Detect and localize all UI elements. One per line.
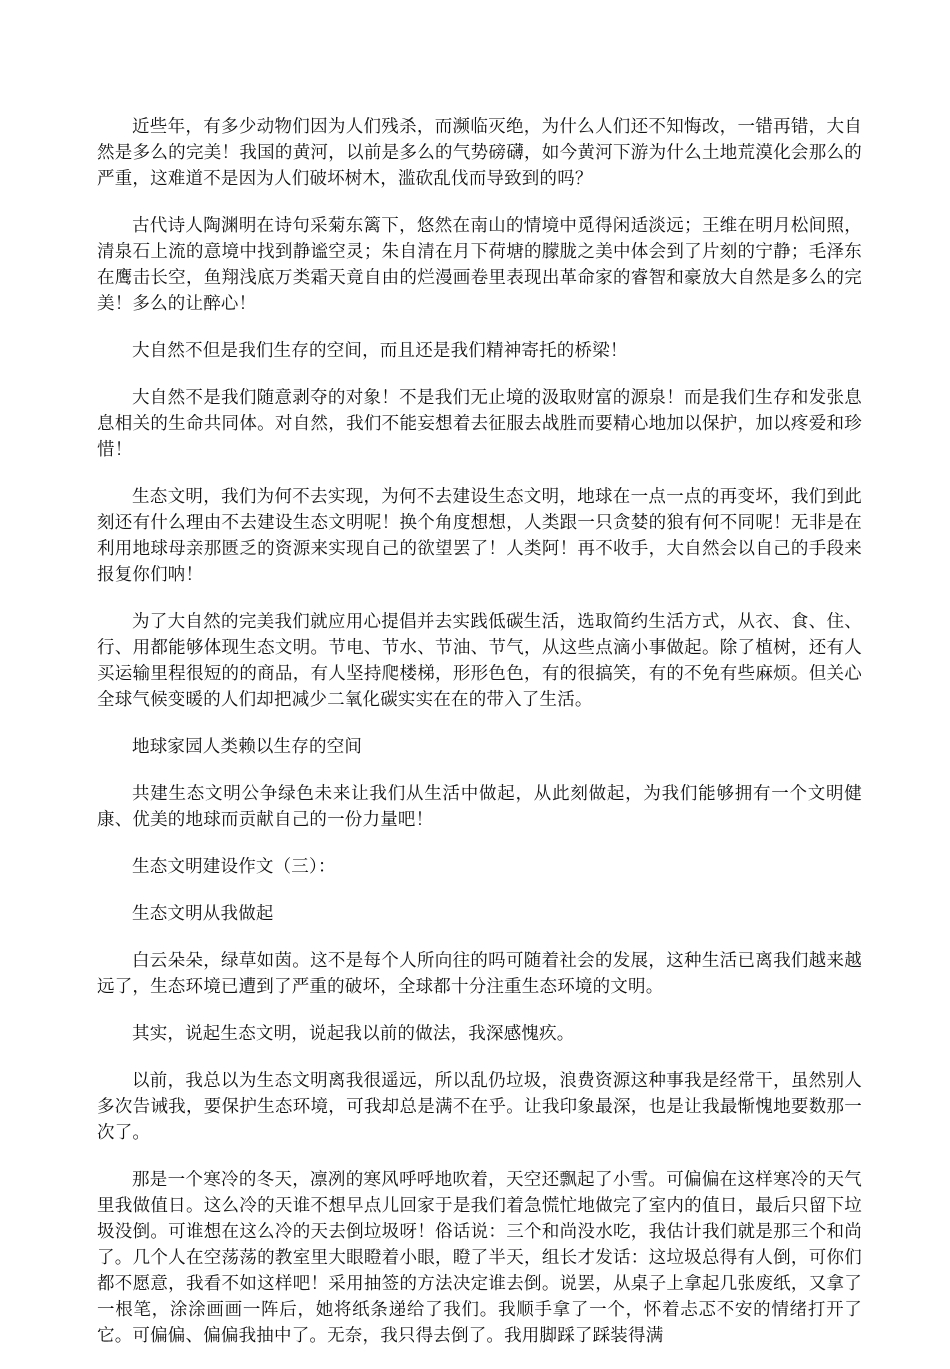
paragraph-11: 白云朵朵，绿草如茵。这不是每个人所向往的吗可随着社会的发展，这种生活已离我们越来越远了，生态环境已遭到了严重的破坏，全球都十分注重生态环境的文明。	[97, 951, 862, 997]
paragraph-6: 为了大自然的完美我们就应用心提倡并去实践低碳生活，选取简约生活方式，从衣、食、住、行、用都能够体现生态文明。节电、节水、节油、节气，从这些点滴小事做起。除了植树，还有人买运输里程很短的的商品，有人坚持爬楼梯，形形色色，有的很搞笑，有的不免有些麻烦。但关心全球气候变暖的人们却把减少二氧化碳实实在在的带入了生活。	[97, 612, 862, 710]
paragraph-13: 以前，我总以为生态文明离我很遥远，所以乱仍垃圾，浪费资源这种事我是经常干，虽然别人多次告诫我，要保护生态环境，可我却总是满不在乎。让我印象最深，也是让我最惭愧地要数那一次了。	[97, 1071, 862, 1143]
document-body	[97, 114, 862, 1369]
section-subtitle: 生态文明从我做起	[132, 904, 274, 924]
section-heading: 生态文明建设作文（三）：	[132, 857, 336, 877]
paragraph-5: 生态文明，我们为何不去实现，为何不去建设生态文明，地球在一点一点的再变坏，我们到此刻还有什么理由不去建设生态文明呢！换个角度想想，人类跟一只贪婪的狼有何不同呢！无非是在利用地球母亲那匮乏的资源来实现自己的欲望罢了！人类阿！再不收手，大自然会以自己的手段来报复你们呐！	[97, 487, 862, 585]
paragraph-1: 近些年，有多少动物们因为人们残杀，而濒临灭绝，为什么人们还不知悔改，一错再错，大自然是多么的完美！我国的黄河，以前是多么的气势磅礴，如今黄河下游为什么土地荒漠化会那么的严重，这难道不是因为人们破坏树木，滥砍乱伐而导致到的吗？	[97, 117, 862, 189]
paragraph-14: 那是一个寒冷的冬天，凛冽的寒风呼呼地吹着，天空还飘起了小雪。可偏偏在这样寒冷的天气里我做值日。这么冷的天谁不想早点儿回家于是我们着急慌忙地做完了室内的值日，最后只留下垃圾没倒。可谁想在这么冷的天去倒垃圾呀！俗话说：三个和尚没水吃，我估计我们就是那三个和尚了。几个人在空荡荡的教室里大眼瞪着小眼，瞪了半天，组长才发话：这垃圾总得有人倒，可你们都不愿意，我看不如这样吧！采用抽签的方法决定谁去倒。说罢，从桌子上拿起几张废纸，又拿了一根笔，涂涂画画一阵后，她将纸条递给了我们。我顺手拿了一个，怀着忐忑不安的情绪打开了它。可偏偏、偏偏我抽中了。无奈，我只得去倒了。我用脚踩了踩装得满	[97, 1170, 862, 1346]
paragraph-4: 大自然不是我们随意剥夺的对象！不是我们无止境的汲取财富的源泉！而是我们生存和发张息息相关的生命共同体。对自然，我们不能妄想着去征服去战胜而要精心地加以保护，加以疼爱和珍惜！	[97, 388, 862, 460]
paragraph-8: 共建生态文明公争绿色未来让我们从生活中做起，从此刻做起，为我们能够拥有一个文明健康、优美的地球而贡献自己的一份力量吧！	[97, 784, 862, 830]
paragraph-3: 大自然不但是我们生存的空间，而且还是我们精神寄托的桥梁！	[132, 341, 628, 361]
paragraph-7: 地球家园人类赖以生存的空间	[132, 737, 363, 757]
paragraph-12: 其实，说起生态文明，说起我以前的做法，我深感愧疚。	[132, 1024, 575, 1044]
paragraph-2: 古代诗人陶渊明在诗句采菊东篱下，悠然在南山的情境中觅得闲适淡远；王维在明月松间照，清泉石上流的意境中找到静谧空灵；朱自清在月下荷塘的朦胧之美中体会到了片刻的宁静；毛泽东在鹰击长空，鱼翔浅底万类霜天竟自由的烂漫画卷里表现出革命家的睿智和豪放大自然是多么的完美！多么的让醉心！	[97, 216, 862, 314]
